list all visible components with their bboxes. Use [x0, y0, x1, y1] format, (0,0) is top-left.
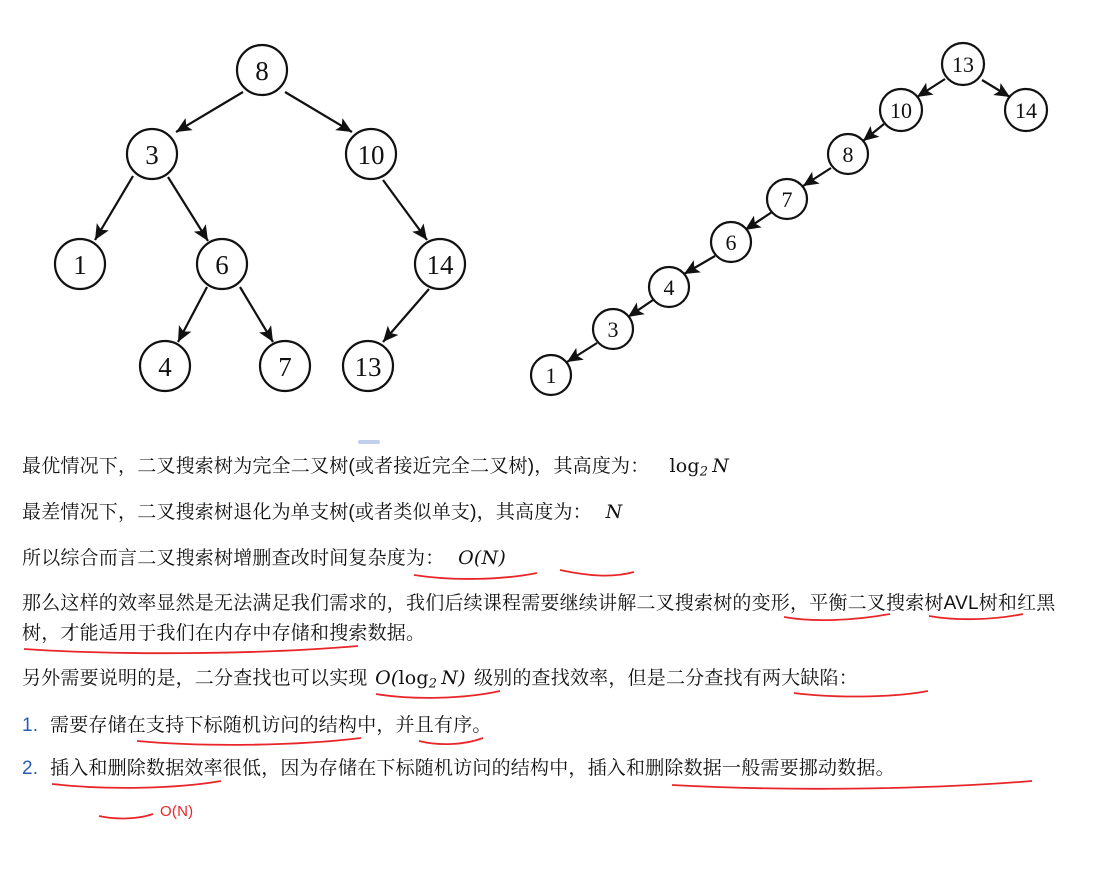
red-underline-data-end	[97, 808, 157, 824]
tree-node-8	[237, 45, 287, 95]
svg-text:1: 1	[73, 250, 87, 280]
tree-diagram-area	[0, 0, 1105, 430]
list-item-text: 插入和删除数据效率很低，因为存储在下标随机访问的结构中，插入和删除数据一般需要挪动数据。	[50, 757, 895, 779]
note-line-binary-search-text-b: 级别的查找效率，但是二分查找有两大缺陷：	[473, 668, 858, 690]
chain-node-1	[531, 355, 571, 395]
chain-node-10	[880, 89, 922, 131]
note-line-complexity-text: 所以综合而言二叉搜索树增删查改时间复杂度为：	[22, 547, 445, 569]
svg-text:6: 6	[215, 250, 229, 280]
note-line-best-case-text: 最优情况下，二叉搜索树为完全二叉树(或者接近完全二叉树)，其高度为：	[22, 456, 650, 477]
tree-node-3	[127, 129, 177, 179]
blue-highlight-tick	[358, 440, 380, 444]
svg-text:3: 3	[145, 140, 159, 170]
svg-text:4: 4	[158, 352, 172, 382]
tree-node-1	[55, 239, 105, 289]
tree-node-6	[197, 239, 247, 289]
svg-text:8: 8	[842, 142, 854, 167]
svg-text:3: 3	[607, 317, 619, 342]
note-line-worst-case-text: 最差情况下，二叉搜索树退化为单支树(或者类似单支)，其高度为：	[22, 502, 592, 524]
note-line-complexity	[22, 544, 1082, 573]
list-item-text: 需要存储在支持下标随机访问的结构中，并且有序。	[50, 714, 492, 736]
svg-text:1: 1	[545, 363, 557, 388]
red-underline-complexity	[412, 566, 642, 584]
chain-node-13	[942, 43, 984, 85]
svg-text:4: 4	[663, 275, 675, 300]
list-item-number: 2.	[22, 757, 39, 779]
list-item	[22, 711, 1082, 740]
list-item-number: 1.	[22, 714, 39, 736]
note-line-binary-search	[22, 664, 1082, 694]
balanced-tree-nodes	[55, 45, 465, 391]
svg-text:8: 8	[255, 56, 269, 86]
note-line-avl-rbtree-text: 那么这样的效率显然是无法满足我们需求的，我们后续课程需要继续讲解二叉搜索树的变形，平衡二叉搜索树AVL树和红黑树，才能适用于我们在内存中存储和搜索数据。	[22, 593, 1056, 644]
chain-node-8	[828, 134, 868, 174]
red-annotation-on: O(N)	[160, 802, 194, 820]
tree-node-10	[346, 129, 396, 179]
math-n: N	[605, 501, 623, 524]
degenerate-tree-nodes	[531, 43, 1047, 395]
svg-text:10: 10	[357, 140, 385, 170]
svg-text:13: 13	[952, 52, 974, 77]
notes-text-area	[22, 452, 1082, 820]
note-line-best-case	[22, 452, 1082, 482]
chain-node-14	[1005, 89, 1047, 131]
tree-node-4	[140, 341, 190, 391]
chain-node-3	[593, 309, 633, 349]
tree-node-13	[343, 341, 393, 391]
note-line-binary-search-text-a: 另外需要说明的是，二分查找也可以实现	[22, 668, 368, 690]
math-log2-n: $\log_2 N$	[669, 455, 730, 480]
svg-text:7: 7	[781, 187, 793, 212]
tree-node-7	[260, 341, 310, 391]
svg-text:13: 13	[354, 352, 382, 382]
flaw-list	[22, 711, 1082, 820]
svg-text:14: 14	[1015, 98, 1037, 123]
chain-node-6	[711, 222, 751, 262]
note-line-worst-case	[22, 498, 1082, 527]
svg-text:10: 10	[890, 98, 912, 123]
list-item	[22, 754, 1082, 820]
chain-node-4	[649, 267, 689, 307]
math-o-log2-n: $O(\log_2$ N)	[375, 667, 466, 692]
chain-node-7	[767, 179, 807, 219]
svg-text:14: 14	[426, 250, 454, 280]
svg-text:7: 7	[278, 352, 292, 382]
svg-text:6: 6	[725, 230, 737, 255]
math-o-n: O(N)	[458, 546, 506, 569]
degenerate-tree-edges	[567, 79, 1010, 362]
note-line-avl-rbtree	[22, 589, 1082, 648]
tree-node-14	[415, 239, 465, 289]
tree-diagram-svg	[0, 0, 1105, 430]
